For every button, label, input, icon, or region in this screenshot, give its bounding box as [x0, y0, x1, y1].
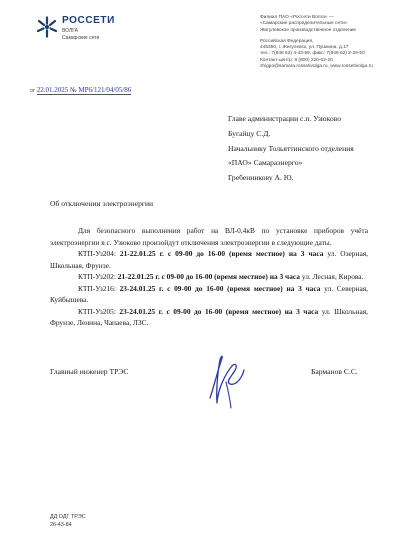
addressee-line: Бугайцу С.Д.: [228, 128, 271, 138]
outage-item: [50, 248, 368, 271]
footer-contact: [50, 513, 86, 529]
registration-number: [30, 86, 131, 95]
logo-subtitle-2: Самарские сети: [62, 35, 100, 41]
outage-streets: ул. Озерная, Школьная, Фрунзе.: [50, 249, 368, 270]
logo-brand: РОССЕТИ: [62, 15, 115, 26]
addressee-line: Начальнику Тольяттинского отделения: [228, 143, 354, 153]
registration-handwritten: 22.01.2025 № МР6/121/04/05/86: [36, 86, 132, 94]
outage-streets: ул. Школьная, Фрунзе, Ленина, Чапаева, ЛЗС.: [50, 306, 368, 327]
outage-streets: ул. Лесная, Кирова.: [301, 272, 364, 281]
organization-header: [260, 15, 395, 70]
addressee-block: [228, 112, 354, 186]
ktp-label: КТП-Уз216:: [78, 283, 116, 293]
org-line: Жигулевское производственное отделение: [260, 27, 357, 33]
logo-subtitle: ВОЛГА: [62, 28, 78, 34]
letter-body: [50, 225, 368, 329]
outage-time: 23-24.01.25 г. с 09-00 до 16-00 (время местное) на 3 часа: [119, 306, 319, 316]
outage-time: 21-22.01.25 г. с 09-00 до 16-00 (время местное) на 3 часа: [117, 272, 300, 281]
ktp-label: КТП-Уз202:: [78, 272, 116, 281]
outage-item: [50, 306, 368, 329]
outage-item: [50, 271, 368, 283]
org-address-line: zhigpo@samara.rossetivolga.ru, www.rossetivolga.ru: [260, 64, 373, 70]
registration-prefix: от: [30, 88, 35, 94]
addressee-line: Главе администрации с.п. Узюково: [228, 114, 342, 123]
org-address-line: тел.: 7(848 62) 4-43-59, факс: 7(848 62) 2-29-50: [260, 51, 365, 57]
ktp-label: КТП-Уз204:: [78, 249, 116, 258]
ktp-label: КТП-Уз205:: [78, 306, 116, 316]
outage-time: 21-22.01.25 г. с 09-00 до 16-00 (время местное) на 3 часа: [119, 249, 324, 258]
addressee-line: «ПАО» Самараэнерго»: [228, 158, 303, 168]
org-address-line: 445350, г. Жигулевск, ул. Пушкина, д.17: [260, 45, 349, 51]
signer-name: Барманов С.С.: [311, 367, 358, 376]
outage-item: [50, 283, 368, 306]
org-line: «Самарские распределительные сети»: [260, 21, 348, 27]
org-address-line: Российская Федерация,: [260, 38, 314, 44]
outage-time: 23-24.01.25 г. с 09-00 до 16-00 (время местное) на 3 часа: [119, 283, 321, 293]
addressee-line: Гребенникову А. Ю.: [228, 173, 294, 183]
org-line: Филиал ПАО «Россети Волга» —: [260, 15, 334, 20]
rosseti-logo-icon: [36, 16, 58, 38]
body-intro: Для безопасного выполнения работ на ВЛ-0,4кВ по установке приборов учёта электроэнергии в с. Узюково произойдут отключения электроэнергии в следующие даты.: [50, 226, 368, 247]
org-address-line: Контакт-центр: 8 (800) 220-02-20: [260, 57, 333, 63]
company-logo: [36, 14, 146, 50]
footer-dept: ДД ОДГ ТРЭС: [50, 514, 86, 520]
signer-position: Главный инженер ТРЭС: [50, 367, 129, 376]
footer-phone: 26-43-84: [50, 522, 72, 528]
handwritten-signature: [196, 348, 256, 413]
outage-streets: ул. Северная, Куйбышева.: [50, 283, 368, 304]
letter-subject: Об отключении электроэнергии: [50, 199, 154, 208]
